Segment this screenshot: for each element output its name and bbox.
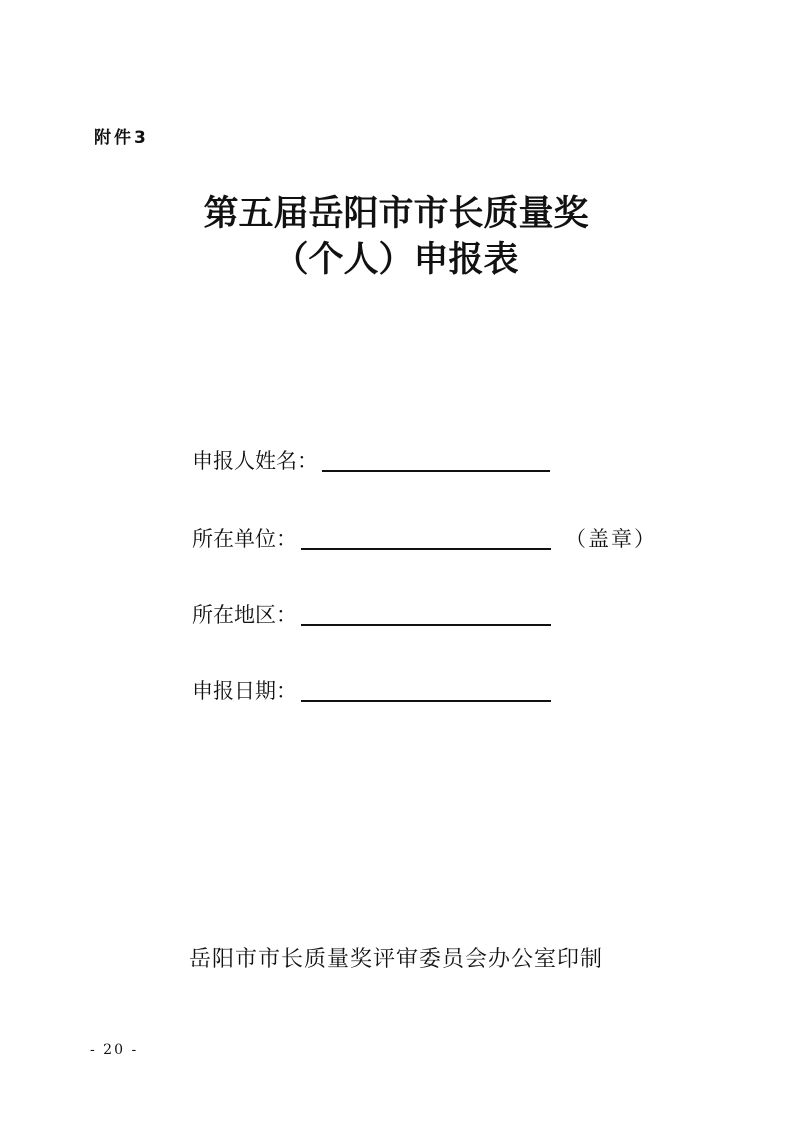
- date-row: [192, 670, 551, 706]
- footer-organization: 岳阳市市长质量奖评审委员会办公室印制: [188, 947, 603, 972]
- applicant-name-row: [192, 440, 550, 476]
- document-title-line-1: 第五届岳阳市市长质量奖: [203, 193, 589, 234]
- region-label: 所在地区：: [192, 603, 297, 627]
- region-blank[interactable]: [301, 597, 551, 626]
- region-row: [192, 594, 551, 630]
- stamp-note: （盖章）: [565, 527, 657, 551]
- document-title-line-2: （个人）申报表: [273, 239, 519, 280]
- applicant-name-label: 申报人姓名：: [192, 449, 318, 473]
- organization-row: [192, 518, 657, 554]
- applicant-name-blank[interactable]: [322, 443, 550, 472]
- page-number: - 20 -: [90, 1042, 139, 1058]
- date-blank[interactable]: [301, 673, 551, 702]
- date-label: 申报日期：: [192, 679, 297, 703]
- organization-blank[interactable]: [301, 521, 551, 550]
- organization-label: 所在单位：: [192, 527, 297, 551]
- attachment-label: 附件3: [94, 128, 149, 148]
